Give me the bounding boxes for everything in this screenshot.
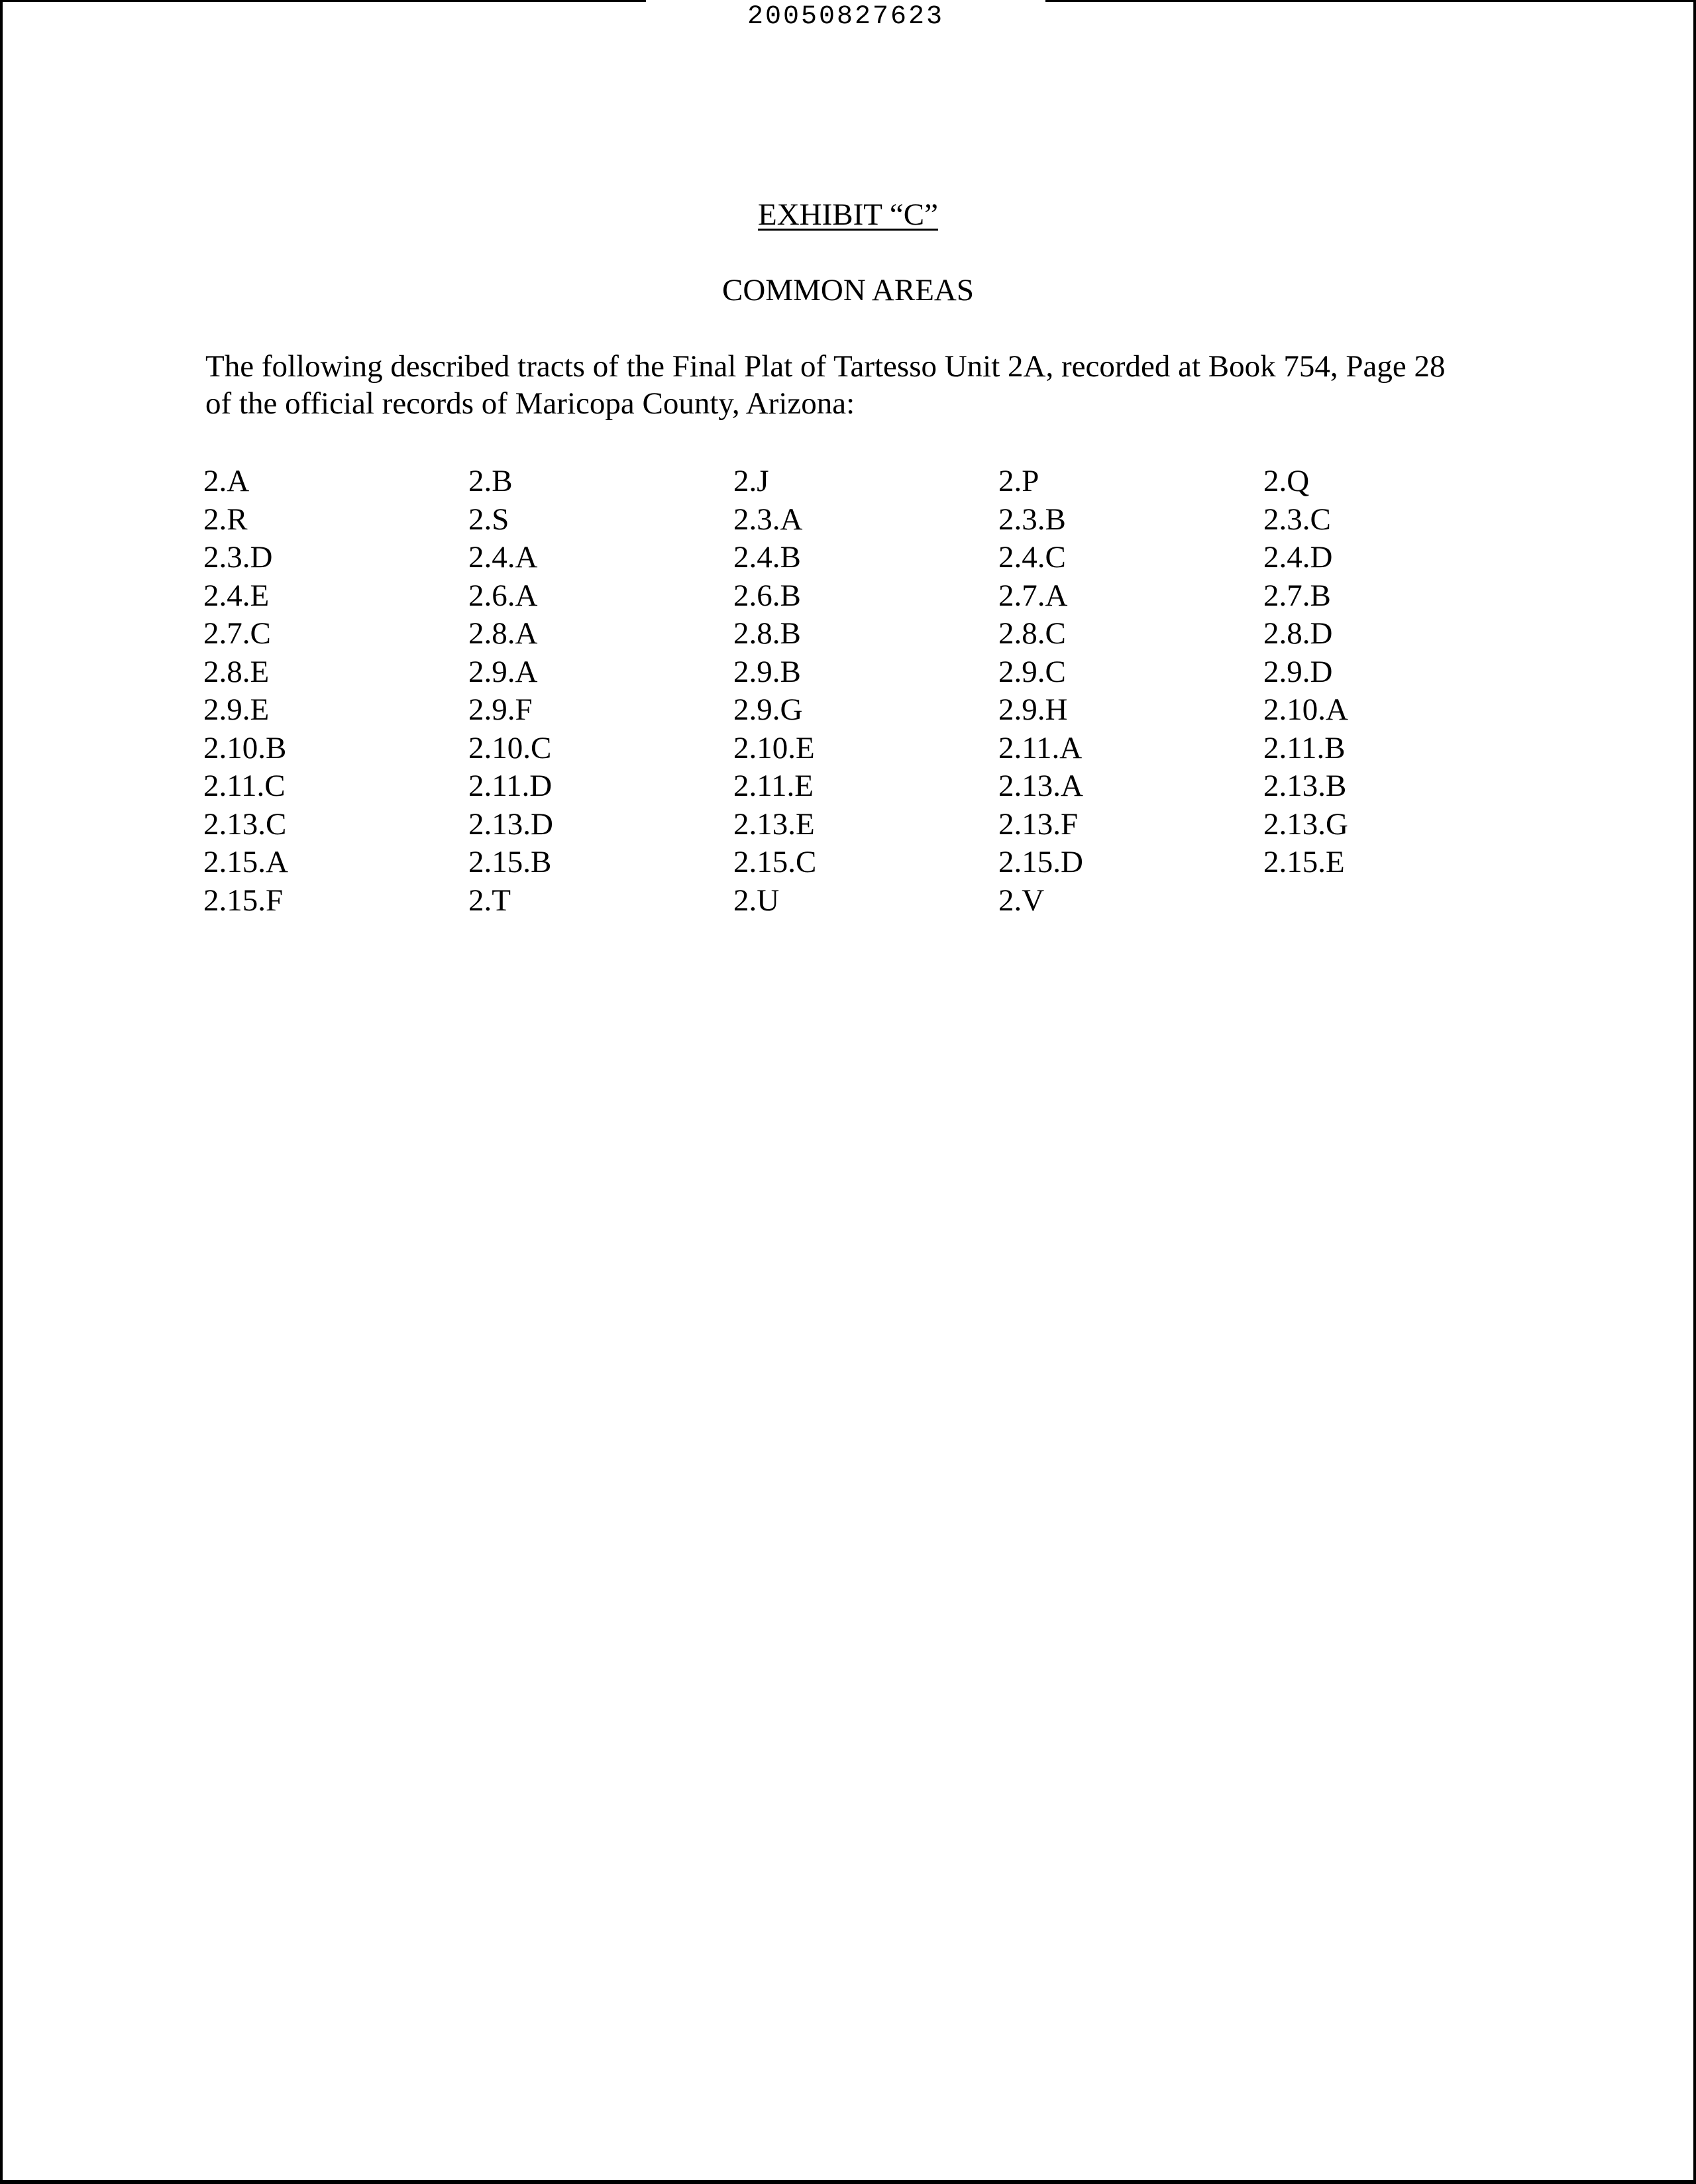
tract-item: 2.R — [203, 502, 248, 537]
tract-item: 2.8.A — [468, 616, 538, 651]
tract-item: 2.10.A — [1263, 692, 1348, 727]
tract-item: 2.15.B — [468, 845, 552, 879]
tract-item: 2.8.E — [203, 654, 270, 689]
tract-item: 2.13.B — [1263, 769, 1347, 803]
tract-item: 2.3.D — [203, 540, 273, 574]
intro-paragraph — [205, 348, 1530, 422]
tract-item: 2.6.B — [733, 578, 801, 613]
tract-item: 2.11.C — [203, 769, 286, 803]
tract-item: 2.11.D — [468, 769, 553, 803]
tract-item: 2.13.G — [1263, 806, 1348, 842]
tract-item: 2.15.F — [203, 883, 284, 918]
tract-item: 2.3.A — [733, 502, 803, 537]
tract-item: 2.4.D — [1263, 540, 1333, 574]
intro-line-1: The following described tracts of the Final Plat of Tartesso Unit 2A, recorded at Book 754, Page 28 — [205, 349, 1446, 384]
tract-item: 2.P — [998, 464, 1039, 498]
tract-item: 2.10.E — [733, 730, 815, 765]
section-subtitle: COMMON AREAS — [722, 273, 974, 307]
tract-item: 2.15.C — [733, 845, 817, 879]
tract-item: 2.4.C — [998, 540, 1066, 574]
tract-item: 2.10.C — [468, 730, 552, 765]
tract-item: 2.9.F — [468, 692, 533, 727]
tract-item: 2.15.A — [203, 845, 288, 879]
exhibit-title — [0, 196, 1696, 233]
scan-border-bottom — [0, 2180, 1696, 2184]
exhibit-title-text: EXHIBIT “C” — [758, 197, 938, 232]
tract-item: 2.9.D — [1263, 654, 1333, 689]
tract-item: 2.3.C — [1263, 502, 1331, 537]
intro-line-2: of the official records of Maricopa County, Arizona: — [205, 386, 855, 421]
tract-item: 2.9.G — [733, 692, 803, 727]
tract-item: 2.13.A — [998, 769, 1083, 803]
tract-item: 2.J — [733, 464, 769, 498]
tract-item: 2.10.B — [203, 730, 287, 765]
tract-item: 2.7.C — [203, 616, 271, 651]
tract-item: 2.4.B — [733, 540, 801, 574]
tract-item: 2.9.H — [998, 692, 1068, 727]
tract-item: 2.B — [468, 464, 513, 498]
tract-item: 2.4.A — [468, 540, 538, 574]
tract-item: 2.11.E — [733, 769, 814, 803]
tract-item: 2.8.B — [733, 616, 801, 651]
tract-item: 2.11.A — [998, 730, 1083, 765]
tract-item: 2.13.F — [998, 806, 1079, 842]
header-rule-right — [1045, 0, 1696, 2]
tract-item: 2.9.B — [733, 654, 801, 689]
tract-item: 2.3.B — [998, 502, 1066, 537]
tract-item: 2.9.A — [468, 654, 538, 689]
tract-item: 2.U — [733, 883, 780, 918]
tract-item: 2.T — [468, 883, 511, 918]
header-rule-left — [0, 0, 646, 2]
tract-item: 2.S — [468, 502, 509, 537]
scan-border-right — [1693, 0, 1696, 2184]
tract-item: 2.8.C — [998, 616, 1066, 651]
tract-item: 2.A — [203, 464, 250, 498]
tract-item: 2.13.D — [468, 806, 553, 842]
tract-item: 2.11.B — [1263, 730, 1346, 765]
scan-border-left — [0, 0, 3, 2184]
tract-item: 2.7.B — [1263, 578, 1331, 613]
tract-item: 2.15.D — [998, 845, 1083, 879]
tract-item: 2.6.A — [468, 578, 538, 613]
tract-item: 2.V — [998, 883, 1045, 918]
tract-list — [203, 463, 1528, 920]
tract-item: 2.Q — [1263, 464, 1310, 498]
recording-number: 20050827623 — [747, 2, 945, 32]
tract-item: 2.13.E — [733, 806, 815, 842]
tract-item: 2.13.C — [203, 806, 287, 842]
tract-item: 2.7.A — [998, 578, 1068, 613]
tract-item: 2.9.C — [998, 654, 1066, 689]
tract-item: 2.4.E — [203, 578, 270, 613]
tract-item: 2.9.E — [203, 692, 270, 727]
tract-item: 2.8.D — [1263, 616, 1333, 651]
tract-item: 2.15.E — [1263, 845, 1345, 879]
